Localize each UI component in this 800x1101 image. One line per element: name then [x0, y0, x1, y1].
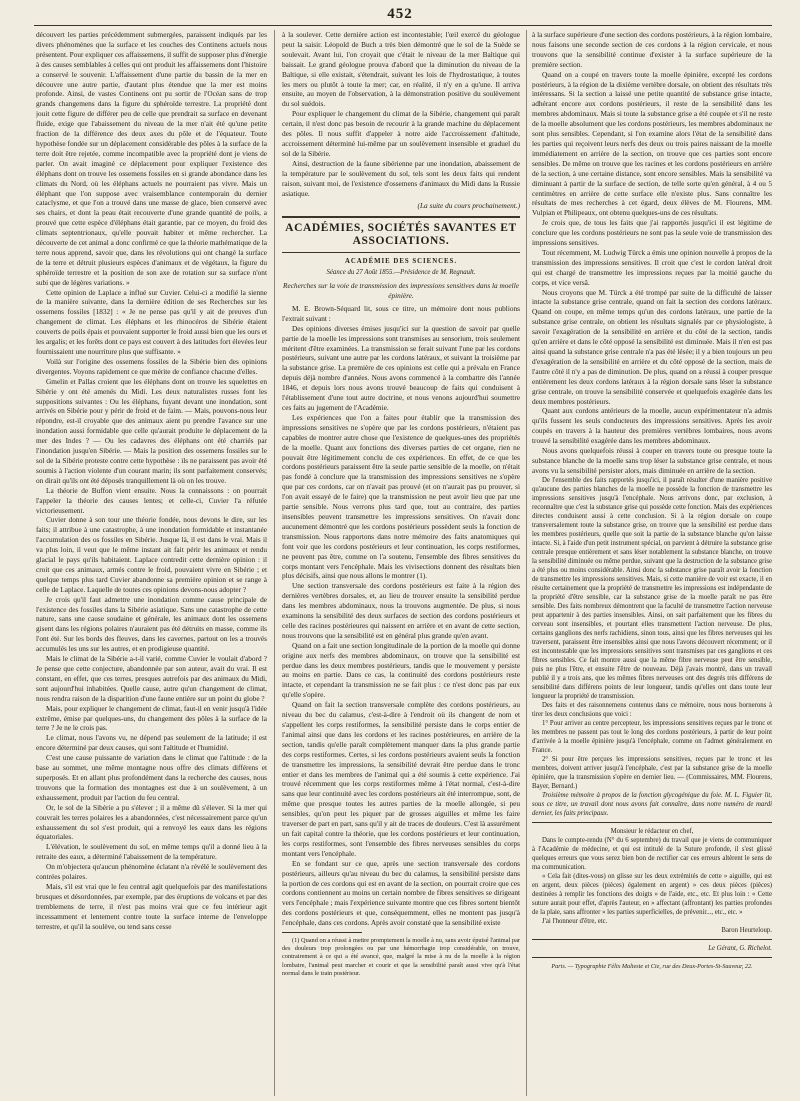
paragraph: découvert les parties précédemment submergées, paraissent indiqués par les divers phénomènes que la surface et les couches des Continens actuels nous présentent. Pour expliquer ces affaissemens, il suffit de supposer plus d'énergie à des causes semblables à celles qui ont produit les affaissemens dont l'histoire a conservé le souvenir. L'affaissement d'une partie du bassin de la mer en découvre une autre partie, d'autant plus étendue que la mer est moins profonde. Ainsi, de vastes Continens ont pu sortir de l'Océan sans de trop grands changemens dans la figure du sphéroïde terrestre. La propriété dont jouit cette figure de différer peu de celle que prendrait sa surface en devenant fluide, exige que l'abaissement du niveau de la mer n'ait été qu'une petite fraction de la différence des deux axes du pôle et de l'équateur. Toute hypothèse fondée sur un déplacement considérable des pôles à la surface de la terre doit être rejetée, comme incompatible avec la propriété dont je viens de parler. On avait imaginé ce déplacement pour expliquer l'existence des éléphans dont on trouve les ossemens fossiles en si grande abondance dans les climats du Nord, où les éléphans actuels ne pourraient pas vivre. Mais un éléphant que l'on suppose avec vraisemblance contemporain du dernier cataclysme, et que l'on a trouvé dans une masse de glace, bien conservé avec ses chairs, et dont la peau était recouverte d'une grande quantité de poils, a prouvé que cette espèce d'éléphans était garantie, par ce moyen, du froid des climats septentrionaux, qu'elle pouvait habiter et même rechercher. La découverte de cet animal a donc confirmé ce que la théorie mathématique de la terre nous apprend, savoir que, dans les révolutions qui ont changé la surface de la terre et détruit plusieurs espèces d'animaux et de végétaux, la figure du sphéroïde terrestre et la position de son axe de rotation sur sa surface n'ont subi que de légères variations. » — [36, 30, 267, 287]
column-separator — [526, 30, 527, 1096]
academy-heading: ACADÉMIE DES SCIENCES. — [344, 258, 458, 266]
paragraph: 2° Si pour être perçues les impressions sensitives, reçues par le tronc et les membres, doivent arriver jusqu'à l'encéphale, c'est par la substance grise de la moelle épinière, que la transmission s'opère en dernier lieu. — (Commissaires, MM. Flourens, Bayer, Bernard.) — [532, 755, 772, 790]
gerant-line: Le Gérant, G. Richelot. — [708, 944, 772, 952]
letter-salutation: Monsieur le rédacteur en chef, — [610, 827, 694, 835]
paragraph: Quand on fait la section transversale complète des cordons postérieurs, au niveau du bec du calamus, c'est-à-dire à l'endroit où ils changent de nom et s'appellent les corps restiformes, la sensibilité persiste dans le corps entier de l'animal ainsi que dans les cordons et les racines postérieures, en arrière de la section, tandis qu'elle paraît complètement manquer dans la plus grande partie des corps restiformes. Certes, si les cordons postérieurs avaient seuls la fonction de transmettre les impressions, la sensibilité devrait être perdue dans le tronc entier et dans les membres de l'animal qui a été soumis à cette expérience. J'ai trouvé récemment que les corps restiformes même à l'état normal, c'est-à-dire sans que leur continuité avec les cordons postérieurs ait été interrompue, sont, de même que presque toutes les autres parties de la moelle allongée, si peu sensibles, qu'on peut les piquer par de grosses aiguilles et même les faire traverser de part en part, sans qu'il y ait de traces de douleurs. C'est là assurément un fait capital contre la théorie, que les cordons postérieurs et leur continuation, les corps restiformes, sont l'ensemble des fibres nerveuses sensibles du corps montant vers l'encéphale. — [282, 700, 520, 858]
paragraph: Voilà sur l'origine des ossemens fossiles de la Sibérie bien des opinions divergentes. Voyons rapidement ce que mérite de confiance chacune d'elles. — [36, 356, 267, 376]
paragraph: Je crois qu'il faut admettre une inondation comme cause principale de l'existence des fossiles dans la Sibérie asiatique. Sans une catastrophe de cette nature, sans une cause soudaine et générale, les animaux dont les ossemens gisent dans les régions polaires n'auraient pas été détruits en masse, comme ils l'ont été. Sur les bords des fleuves, dans les cavernes, partout on les a trouvés accumulés les uns sur les autres, et en prodigieuse quantité. — [36, 594, 267, 654]
paragraph: Or, le sol de la Sibérie a pu s'élever ; il a même dû s'élever. Si la mer qui couvrait les terres polaires les a abandonnées, c'est nécessairement parce qu'un exhaussement du sol s'est produit, qui a renvoyé les eaux dans les régions équatoriales. — [36, 802, 267, 842]
section-rule — [282, 252, 520, 253]
paragraph: Cette opinion de Laplace a influé sur Cuvier. Celui-ci a modifié la sienne de la manière suivante, dans la dernière édition de ses Recherches sur les ossemens fossiles [1832] : « Je ne pense pas qu'il y ait de preuves d'un changement de climat. Les éléphans et les rhinocéros de Sibérie étaient couverts de poils épais et pouvaient supporter le froid aussi bien que les ours et les argalis; et les forêts dont ce pays est couvert à des latitudes fort élevées leur fournissaient une nourriture plus que suffisante. » — [36, 287, 267, 356]
article-subtitle: Recherches sur la voie de transmission des impressions sensitives dans la moelle épinière. — [283, 281, 519, 301]
letter-closing: J'ai l'honneur d'être, etc. — [542, 917, 608, 925]
footnote-rule — [282, 932, 362, 933]
imprint-rule — [532, 957, 772, 958]
paragraph: Nous croyons que M. Türck a été trompé par suite de la difficulté de laisser intacte la substance grise centrale, quand on fait la section des cordons latéraux. Quand on coupe, en même temps qu'un des cordons latéraux, une partie de la substance grise centrale, on obtient les résultats signalés par ce physiologiste, à savoir l'exagération de la sensibilité en arrière et du côté de la section, tandis qu'en arrière et dans le côté opposé la sensibilité est diminuée. Mais il n'en est pas ainsi quand la substance grise centrale n'a pas été lésée; il y a bien toujours un peu d'exagération de la sensibilité en arrière et du côté opposé de la section, mais de l'autre côté il n'y a pas de diminution. De plus, quand on a réussi à couper presque entièrement les deux cordons latéraux à la région dorsale sans léser la substance grise centrale, on trouve la sensibilité conservée et quelquefois exagérée dans les deux membres postérieurs. — [532, 287, 772, 406]
header-rule — [34, 25, 772, 26]
paragraph: Gmelin et Pallas croient que les éléphans dont on trouve les squelettes en Sibérie y ont été amenés du Midi. Les deux naturalistes russes font les suppositions suivantes : Ou les éléphans, fuyant devant une inondation, sont arrivés en Sibérie pour y périr de froid et de faim. — Mais, pouvons-nous leur répondre, est-il croyable que des animaux aient pu prendre l'avance sur une inondation aussi formidable que celle qu'aurait produite le déplacement de la mer des Indes ? — Ou les cadavres des éléphans ont été charriés par l'inondation jusqu'en Sibérie. — Mais la position des ossemens fossiles sur le sol de la Sibérie proteste contre cette hypothèse : ils ne paraissent pas avoir été soumis à l'action violente d'un courant marin; ils sont parfaitement conservés; on dirait qu'ils ont été déposés tranquillement là où on les trouve. — [36, 376, 267, 485]
paragraph: Nous avons quelquefois réussi à couper en travers toute ou presque toute la substance blanche de la moelle sans trop léser la substance grise centrale, et nous avons vu la sensibilité persister alors, mais diminuée en arrière de la section. — [532, 446, 772, 475]
paragraph: On m'objectera qu'aucun phénomène éclatant n'a révélé le soulèvement des contrées polaires. — [36, 862, 267, 882]
paragraph: Mais, pour expliquer le changement de climat, faut-il en venir jusqu'à l'idée extrême, émise par quelques-uns, du changement des pôles à la surface de la terre ? Je ne le crois pas. — [36, 703, 267, 733]
printer-imprint: Paris. — Typographie Félix Malteste et Cie, rue des Deux-Portes-St-Sauveur, 22. — [551, 962, 753, 970]
paragraph: Pour expliquer le changement du climat de la Sibérie, changement qui paraît certain, il n'est donc pas besoin de recourir à la grande machine du déplacement des pôles. Il nous suffit d'appeler à notre aide l'accroissement d'altitude, accroissement déterminé lui-même par un soulèvement insensible et graduel du sol de la Sibérie. — [282, 109, 520, 158]
paragraph: M. E. Brown-Séquard lit, sous ce titre, un mémoire dont nous publions l'extrait suivant : — [282, 303, 520, 323]
paragraph: Quand on a fait une section longitudinale de la portion de la moelle qui donne origine aux nerfs des membres abdominaux, on trouve que la sensibilité est perdue dans les deux membres postérieurs, tandis que le mouvement y persiste au moins en partie. Dans ce cas, la continuité des cordons postérieurs reste intacte, et cependant la transmission ne se fait plus : ce n'est donc pas par eux qu'elle s'opère. — [282, 640, 520, 700]
session-line: Séance du 27 Août 1855.—Présidence de M. Regnault. — [326, 269, 476, 277]
paragraph: à la soulever. Cette dernière action est incontestable; l'œil exercé du géologue peut la saisir. Léopold de Buch a très bien démontré que le sol de la Suède se soulevait. Avant lui, l'on croyait que c'était le niveau de la mer Baltique qui baissait. Le grand géologue prouva d'abord que la diminution du niveau de la Baltique, si elle existait, s'étendrait, suivant les lois de l'hydrostatique, à toutes les mers ou plutôt à toute la mer; car, en réalité, il n'y en a qu'une. Il arriva ensuite, au moyen de l'observation, à la démonstration positive du soulèvement du sol suédois. — [282, 30, 520, 109]
paragraph: L'élévation, le soulèvement du sol, en même temps qu'il a donné lieu à la retraite des eaux, a déterminé l'abaissement de la température. — [36, 842, 267, 862]
gerant-rule — [532, 939, 772, 940]
paragraph: 1° Pour arriver au centre percepteur, les impressions sensitives reçues par le tronc et les membres ne passent pas tout le long des cordons postérieurs, à partir de leur point d'arrivée à la moelle épinière jusqu'à l'encéphale, comme on l'admet généralement en France. — [532, 719, 772, 754]
letter-rule — [532, 822, 772, 823]
paragraph: Quand on a coupé en travers toute la moelle épinière, excepté les cordons postérieurs, à la région de la dixième vertèbre dorsale, on obtient des résultats très intéressans. Si la section a laissé une petite quantité de substance grise intacte, adhérant encore aux cordons postérieurs, il reste de la sensibilité dans les membres abdominaux. Mais si toute la substance grise a été coupée et s'il ne reste de la moelle absolument que les cordons postérieurs, les membres abdominaux ne sont plus sensibles. Cependant, si l'on examine alors l'état de la sensibilité dans les parties qui reçoivent leurs nerfs des deux ou trois paires naissant de la moelle immédiatement en arrière de la section, on trouve que ces parties sont encore sensibles. De même on trouve que les racines et les cordons postérieurs en arrière de la section, à une certaine distance, sont encore sensibles. Mais la sensibilité va diminuant à partir de la surface de section, de telle sorte qu'en général, à 4 ou 5 centimètres en arrière de cette surface elle n'existe plus. Sans connaître les résultats de mes recherches à cet égard, deux élèves de M. Flourens, MM. Vulpian et Philipeaux, ont obtenu quelques-uns de ces résultats. — [532, 69, 772, 218]
section-title: ACADÉMIES, SOCIÉTÉS SAVANTES ET ASSOCIATIONS. — [285, 222, 517, 248]
page-number: 452 — [387, 6, 413, 22]
paragraph: Les expériences que l'on a faites pour établir que la transmission des impressions sensitives ne s'opère que par les cordons postérieurs, n'étaient pas capables de montrer autre chose que l'existence de quelques-unes des propriétés de la moelle. Quant aux fonctions des diverses parties de cet organe, rien ne pouvait être légitimement conclu de ces expériences. En effet, de ce que les cordons postérieurs paraissent être la seule partie sensible de la moelle, on n'était pas fondé à conclure que la transmission des impressions sensitives ne s'opère que par ces cordons, car on n'avait pas prouvé (et on n'aurait pas pu prouver, si l'on avait essayé de le faire) que la transmission ne peut avoir lieu que par une partie sensible. Nous verrons plus tard que, tout au contraire, des parties insensibles peuvent transmettre les impressions sensitives. On n'avait donc aucunement démontré que les cordons postérieurs possèdent seuls la fonction de transmission. Nous rapportons dans notre mémoire des faits anatomiques qui font voir que les cordons postérieurs et leur continuation, les corps restiformes, ne peuvent pas être, comme on l'a soutenu, l'ensemble des fibres sensitives du corps montant vers l'encéphale. Mais les vivisections donnent des résultats bien plus décisifs, ainsi que nous allons le montrer (1). — [282, 412, 520, 581]
paragraph: Troisième mémoire à propos de la fonction glycogénique du foie. M. L. Figuier lit, sous ce titre, un travail dont nous avons fait connaître, dans notre numéro de mardi dernier, les faits principaux. — [532, 791, 772, 817]
paragraph: Le climat, nous l'avons vu, ne dépend pas seulement de la latitude; il est encore déterminé par deux causes, qui sont l'altitude et l'humidité. — [36, 733, 267, 753]
paragraph: Je crois que, de tous les faits que j'ai rapportés jusqu'ici il est légitime de conclure que les cordons postérieurs ne sont pas la seule voie de transmission des impressions sensitives. — [532, 218, 772, 248]
paragraph: à la surface supérieure d'une section des cordons postérieurs, à la région lombaire, nous faisons une seconde section de ces cordons à la région cervicale, et nous trouvons que la sensibilité continue d'exister à la surface supérieure de la première section. — [532, 30, 772, 69]
paragraph: Une section transversale des cordons postérieurs est faite à la région des dernières vertèbres dorsales, et, au lieu de trouver ensuite la sensibilité perdue dans les membres abdominaux, nous la trouvons augmentée. De plus, si nous examinons la sensibilité des deux surfaces de section des cordons postérieurs et celle des racines postérieures qui naissent en arrière et en avant de cette section, nous trouvons que la sensibilité est en général plus grande qu'en avant. — [282, 581, 520, 640]
paragraph: De l'ensemble des faits rapportés jusqu'ici, il paraît résulter d'une manière positive qu'aucune des parties blanches de la moelle ne possède la fonction de transmettre les impressions sensitives jusqu'à l'encéphale. Nous arrivons donc, par exclusion, à reconnaître que c'est la substance grise qui possède cette fonction. Mais des expériences directes conduisent aussi à cette conclusion. Si à la région dorsale on coupe transversalement toute la substance grise, on trouve que la sensibilité est perdue dans les membres postérieurs, quelle que soit la partie de la substance blanche qu'on laisse intacte. Si, à l'aide d'un petit instrument spécial, on parvient à détruire la substance grise centrale presque entièrement et sans léser notablement la substance blanche, on trouve la sensibilité diminuée ou même perdue, suivant que la destruction de la substance grise a été plus ou moins considérable. Ainsi donc la substance grise paraît avoir la fonction de transmettre les impressions sensitives. Mais, si cette manière de voir est exacte, il en résulte certainement que la propriété de transmettre les impressions est indépendante de la propriété d'être sensible, car la substance grise de la moelle paraît ne pas être sensible. Des faits nombreux démontrent que la faculté de transmettre l'action nerveuse peut appartenir à des parties insensibles. Ainsi, on sait parfaitement que les fibres du cerveau sont insensibles, et pourtant elles transmettent l'action nerveuse. De plus, certains ganglions des nerfs rachidiens, sinon tous, ainsi que les fibres nerveuses qui les traversent, paraissent être insensibles ainsi que nous l'avons découvert récemment; or il est incontestable que les impressions sensitives sont transmises par ces ganglions et ces fibres sensibles. Ce fait montre aussi que la même fibre nerveuse peut être sensible, puis ne plus l'être, et ensuite l'être de nouveau. Déjà j'avais montré, dans un travail publié il y a trois ans, que les mêmes fibres nerveuses ont des degrés très différens de sensibilité dans différens points de leur longueur, tandis qu'elles ont dans toute leur longueur la propriété de transmission. — [532, 476, 772, 700]
paragraph: Ainsi, destruction de la faune sibérienne par une inondation, abaissement de la température par le soulèvement du sol, tels sont les deux faits qui rendent raison, suivant moi, de l'existence d'ossemens d'animaux du Midi dans la Russie asiatique. — [282, 158, 520, 198]
column-separator — [274, 30, 275, 1096]
paragraph: En se fondant sur ce que, après une section transversale des cordons postérieurs, ailleurs qu'au niveau du bec du calamus, la sensibilité persiste dans la portion de ces cordons qui est en avant de la section, on pourrait croire que ces cordons contiennent au moins un certain nombre de fibres sensitives se dirigeant vers l'encéphale ; mais l'expérience suivante montre que ces fibres sortent bientôt des cordons postérieurs et que, conséquemment, elles ne montent pas jusqu'à l'encéphale, dans ces cordons. Après avoir constaté que la sensibilité existe — [282, 858, 520, 928]
paragraph: C'est une cause puissante de variation dans le climat que l'altitude : de la base au sommet, une même montagne nous offre des climats différens et superposés. Et en allant plus profondément dans la recherche des causes, nous trouvons que la formation des montagnes est due à un soulèvement, à un exhaussement, produit par l'action du feu central. — [36, 753, 267, 802]
letter-body: Dans le compte-rendu (N° du 6 septembre) du travail que je viens de communiquer à l'Académie de médecine, et qui est intitulé de la Suture profonde, il s'est glissé quelques erreurs que vous serez bien bon de rectifier car ces erreurs altèrent le sens de ma communication. — [532, 836, 772, 871]
footnote: (1) Quand on a réussi à mettre promptement la moelle à nu, sans avoir épuisé l'animal par des douleurs trop prolongées ou par une hémorrhagie trop considérable, on trouve, contrairement à ce qui a été avancé, que, malgré la mise à nu de la moelle à la région lombaire, l'animal peut marcher et courir et que la sensibilité paraît aussi vive qu'à l'état normal dans le train postérieur. — [282, 937, 520, 977]
letter-quote: « Cela fait (dites-vous) on glisse sur les deux extrémités de cette » aiguille, qui est en argent, deux pièces (pièces) également en argent) » ces deux pièces (pièces) destinées à remplir les fonctions des doigts » de l'aide, etc., etc. Et plus loin : « Cette suture aurait pour effet, d'après l'auteur, en » affectant (affrontant) les parties profondes de la plaie, sans affronter » les parties superficielles, de prévenir..., etc., etc. » — [532, 872, 772, 916]
paragraph: Mais, s'il est vrai que le feu central agit quelquefois par des manifestations brusques et désordonnées, par exemple, par des éruptions de volcans et par des tremblemens de terre, il n'est pas moins vrai que ce feu intérieur agit incessamment et lentement contre toute la surface interne de l'enveloppe terrestre, et qu'il la soulève, ou tend sans cesse — [36, 881, 267, 931]
paragraph: Cuvier donne à son tour une théorie fondée, nous devons le dire, sur les faits; il attribue à une catastrophe, à une inondation formidable et instantanée l'accumulation des os fossiles en Sibérie. Jusque là, il est dans le vrai. Mais il va plus loin, il veut que le même instant ait fait périr les animaux et rendu glacial le pays qu'ils habitaient. Laplace contredit cette dernière opinion : il croit que ces animaux, armés contre le froid, pouvaient vivre en Sibérie ; et quelque temps plus tard Cuvier abandonne sa première opinion et se range à celle de Laplace. Laquelle de toutes ces opinions devons-nous adopter ? — [36, 515, 267, 594]
section-rule — [282, 216, 520, 218]
column-2 — [282, 30, 520, 1096]
letter-signature: Baron Heurteloup. — [721, 926, 772, 934]
paragraph: Tout récemment, M. Ludwig Türck a émis une opinion nouvelle à propos de la transmission des impressions sensitives. Il croit que c'est le cordon latéral droit qui est chargé de transmettre les impressions reçues par la moitié gauche du corps, et vice versâ. — [532, 247, 772, 287]
column-3 — [532, 30, 772, 1096]
paragraph: Des opinions diverses émises jusqu'ici sur la question de savoir par quelle partie de la moelle les impressions sont transmises au sensorium, trois seulement méritent d'être examinées. La transmission se ferait suivant l'une par les cordons postérieurs, suivant une autre par les cordons latéraux, et suivant la troisième par la substance grise. La première de ces opinions est celle qui a prévalu en France depuis déjà nombre d'années. Nous avons commencé à la combattre dès l'année 1846, et depuis lors nous avons trouvé beaucoup de faits qui conduisent à l'établissement d'une tout autre doctrine, et nous venons aujourd'hui soumettre ces faits au jugement de l'Académie. — [282, 323, 520, 412]
column-1 — [36, 30, 267, 1096]
paragraph: Des faits et des raisonnemens contenus dans ce mémoire, nous nous bornerons à tirer les deux conclusions que voici : — [532, 701, 772, 718]
continued-note: (La suite du cours prochainement.) — [417, 201, 520, 211]
paragraph: La théorie de Buffon vient ensuite. Nous la connaissons : on pourrait l'appeler la théorie des causes lentes; et celle-ci, Cuvier l'a réfutée victorieusement. — [36, 485, 267, 515]
paragraph: Mais le climat de la Sibérie a-t-il varié, comme Cuvier le voulait d'abord ? Je pense que cette conjecture, abandonnée par son auteur, avait du vrai. Il est constant, en effet, que ces terres, presques autrefois par des animaux du Midi, sont aujourd'hui inhabitées. Quelle cause, autre qu'un changement de climat, nous rendra raison de la disparition d'une faune entière sur un point du globe ? — [36, 654, 267, 703]
paragraph: Quant aux cordons antérieurs de la moelle, aucun expérimentateur n'a admis qu'ils fussent les seuls conducteurs des impressions sensitives. Après les avoir coupés en travers à la hauteur des premières vertèbres lombaires, nous avons trouvé la sensibilité exagérée dans les membres abdominaux. — [532, 406, 772, 446]
